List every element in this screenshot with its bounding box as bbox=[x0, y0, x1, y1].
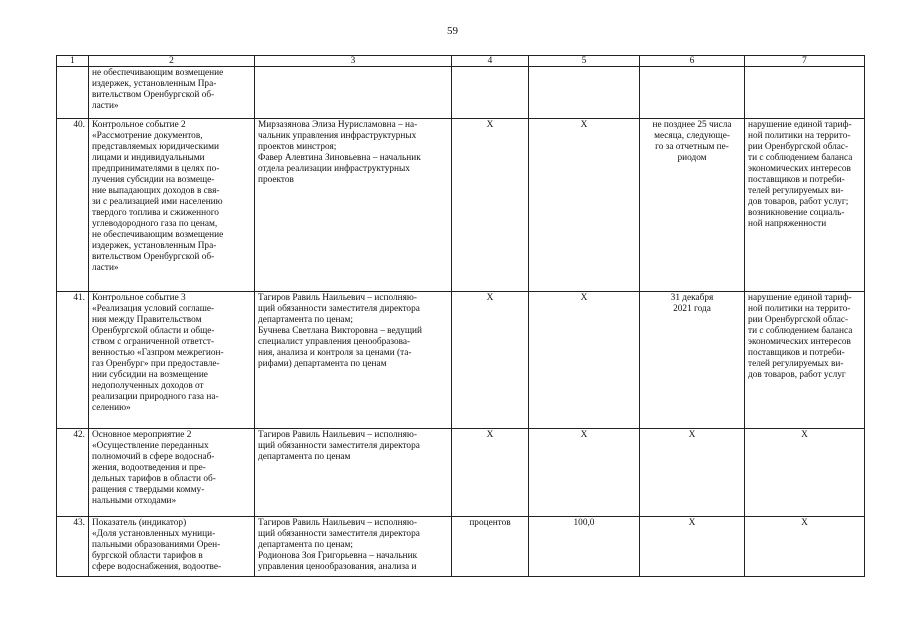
responsible-person bbox=[255, 67, 452, 119]
event-name: Основное мероприятие 2 «Осуществление переданных полномочий в сфере водоснаб- жения, водоотведения и пре- дельных тарифов в области об- ращения с твердыми комму- нальными отходами» bbox=[89, 429, 255, 517]
table-row bbox=[57, 67, 865, 119]
deadline-cell: 31 декабря 2021 года bbox=[640, 292, 745, 429]
risk-cell bbox=[745, 67, 865, 119]
column-number: 4 bbox=[452, 56, 529, 67]
risk-cell: нарушение единой тариф- ной политики на террито- рии Оренбургской облас- ти с соблюдением баланса экономических интересов поставщиков и потреби- телей регулируемых ви- дов товаров, работ услуг; возникновение социаль- ной напряженности bbox=[745, 119, 865, 292]
event-name: Показатель (индикатор) «Доля установленных муници- пальными образованиями Орен- бургской области тарифов в сфере водоснабжения, водоотве- bbox=[89, 517, 255, 577]
risk-cell: нарушение единой тариф- ной политики на террито- рии Оренбургской облас- ти с соблюдением баланса экономических интересов поставщиков и потреби- телей регулируемых ви- дов товаров, работ услуг bbox=[745, 292, 865, 429]
table-row bbox=[57, 429, 865, 517]
table-row bbox=[57, 292, 865, 429]
row-number: 40. bbox=[57, 119, 89, 292]
page-number: 59 bbox=[447, 25, 458, 37]
risk-cell: Х bbox=[745, 429, 865, 517]
value-cell: Х bbox=[529, 119, 640, 292]
plan-table bbox=[56, 55, 865, 577]
event-name: Контрольное событие 3 «Реализация условий соглаше- ния между Правительством Оренбургской области и обще- ством с ограниченной ответст- венностью «Газпром межрегион- газ Оренбург» при предоставле- нии субсидии на возмещение недополученных доходов от реализации природного газа на- селению» bbox=[89, 292, 255, 429]
row-number: 41. bbox=[57, 292, 89, 429]
deadline-cell: Х bbox=[640, 429, 745, 517]
event-name: не обеспечивающим возмещение издержек, установленным Пра- вительством Оренбургской об- ласти» bbox=[89, 67, 255, 119]
responsible-person: Тагиров Равиль Наильевич – исполняю- щий обязанности заместителя директора департамента по ценам; Бучнева Светлана Викторовна – ведущий специалист управления ценообразова- ния, анализа и контроля за ценами (та- рифами) департамента по ценам bbox=[255, 292, 452, 429]
column-number: 5 bbox=[529, 56, 640, 67]
column-number: 7 bbox=[745, 56, 865, 67]
responsible-person: Тагиров Равиль Наильевич – исполняю- щий обязанности заместителя директора департамента по ценам; Родионова Зоя Григорьевна – начальник управления ценообразования, анализа и bbox=[255, 517, 452, 577]
deadline-cell: Х bbox=[640, 517, 745, 577]
column-number: 6 bbox=[640, 56, 745, 67]
deadline-cell bbox=[640, 67, 745, 119]
value-cell: Х bbox=[529, 429, 640, 517]
table-row bbox=[57, 119, 865, 292]
unit-cell: Х bbox=[452, 119, 529, 292]
row-number: 43. bbox=[57, 517, 89, 577]
table-row bbox=[57, 517, 865, 577]
responsible-person: Мирзазянова Элиза Нурисламовна – на- чальник управления инфраструктурных проектов минстроя; Фавер Алевтина Зиновьевна – начальник отдела реализации инфраструктурных проектов bbox=[255, 119, 452, 292]
responsible-person: Тагиров Равиль Наильевич – исполняю- щий обязанности заместителя директора департамента по ценам bbox=[255, 429, 452, 517]
column-number: 1 bbox=[57, 56, 89, 67]
column-number-row bbox=[57, 56, 865, 67]
value-cell: Х bbox=[529, 292, 640, 429]
column-number: 3 bbox=[255, 56, 452, 67]
column-number: 2 bbox=[89, 56, 255, 67]
risk-cell: Х bbox=[745, 517, 865, 577]
unit-cell: процентов bbox=[452, 517, 529, 577]
value-cell bbox=[529, 67, 640, 119]
unit-cell: Х bbox=[452, 429, 529, 517]
event-name: Контрольное событие 2 «Рассмотрение документов, представляемых юридическими лицами и индивидуальными предпринимателями в целях по- лучения субсидии на возмеще- ние выпадающих доходов в свя- зи с реализацией ими населению твердого топлива и сжиженного углеводородного газа по ценам, не обеспечивающим возмещение издержек, установленным Пра- вительством Оренбургской об- ласти» bbox=[89, 119, 255, 292]
unit-cell bbox=[452, 67, 529, 119]
deadline-cell: не позднее 25 числа месяца, следующе- го за отчетным пе- риодом bbox=[640, 119, 745, 292]
unit-cell: Х bbox=[452, 292, 529, 429]
row-number bbox=[57, 67, 89, 119]
row-number: 42. bbox=[57, 429, 89, 517]
value-cell: 100,0 bbox=[529, 517, 640, 577]
